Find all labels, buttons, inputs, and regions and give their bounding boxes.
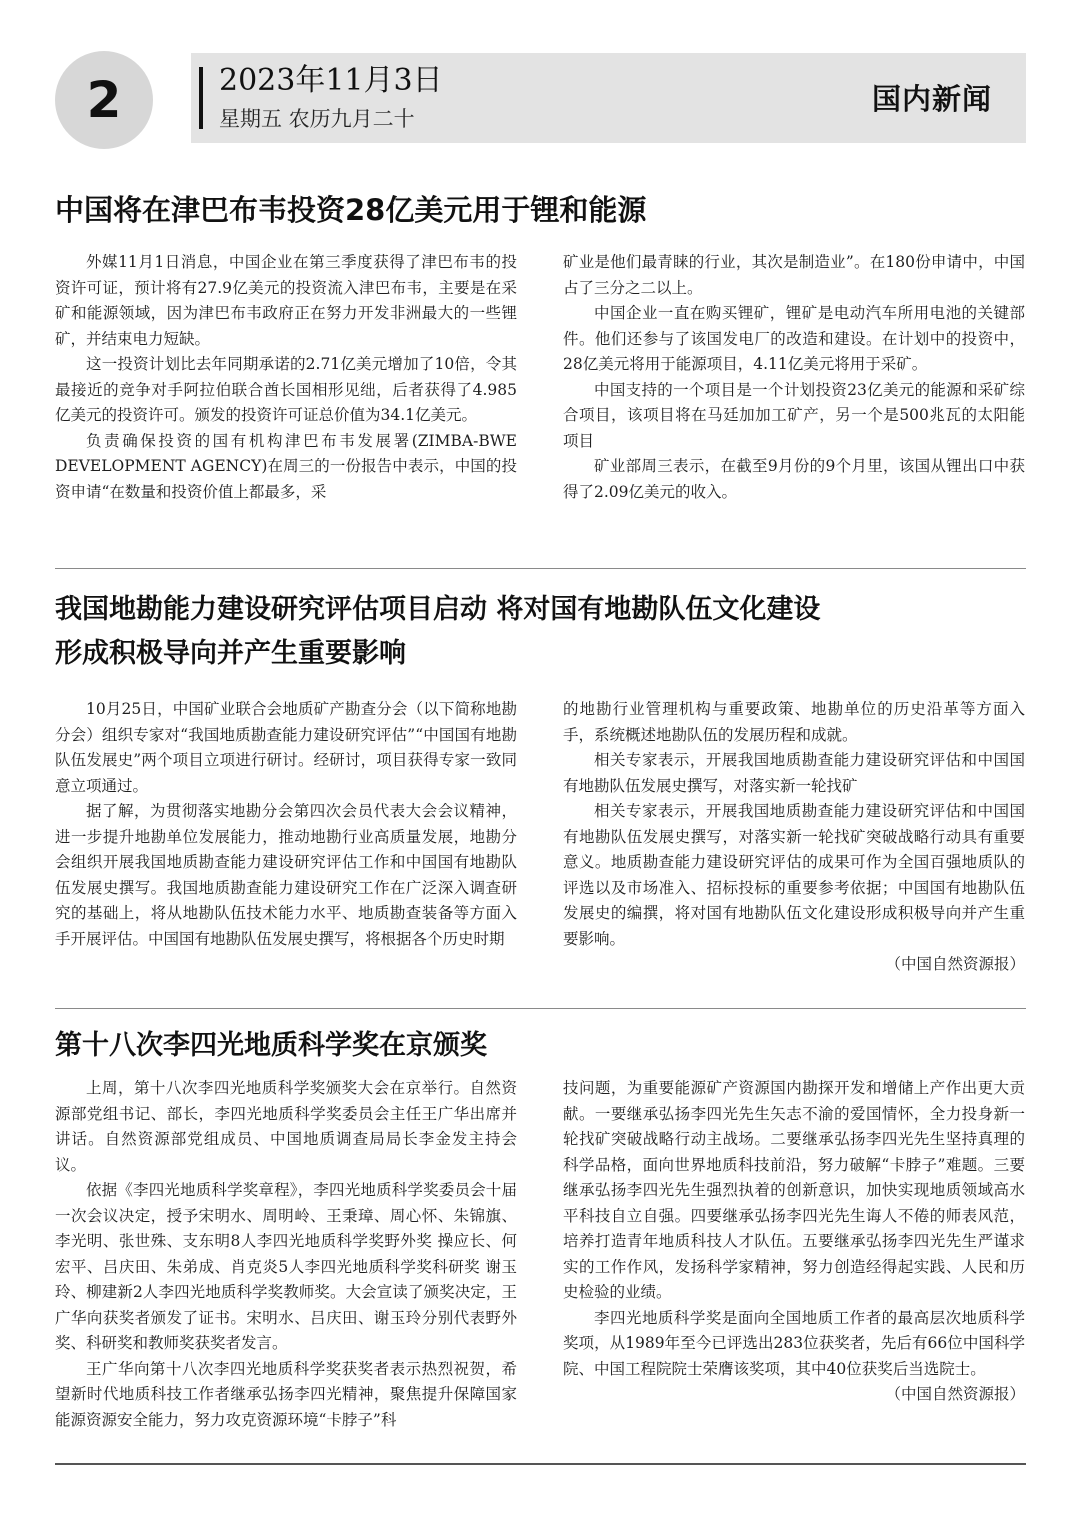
article-3-source: （中国自然资源报） bbox=[885, 1385, 1025, 1403]
article-divider bbox=[55, 1008, 1026, 1009]
article-2-paragraph: 据了解，为贯彻落实地勘分会第四次会员代表大会会议精神，进一步提升地勘单位发展能力，推动地勘行业高质量发展，地勘分会组织开展我国地质勘查能力建设研究评估工作和中国国有地勘队伍发展史撰写。我国地质勘查能力建设研究工作在广泛深入调查研究的基础上，将从地勘队伍技术能力水平、地质勘查装备等方面入手开展评估。中国国有地勘队伍发展史撰写，将根据各个历史时期 bbox=[55, 802, 517, 948]
article-2-paragraph: 相关专家表示，开展我国地质勘查能力建设研究评估和中国国有地勘队伍发展史撰写，对落实新一轮找矿 bbox=[563, 751, 1025, 795]
article-divider bbox=[55, 568, 1026, 569]
article-3-left-column bbox=[55, 1076, 517, 1433]
article-3-paragraph: 王广华向第十八次李四光地质科学奖获奖者表示热烈祝贺，希望新时代地质科技工作者继承弘扬李四光精神，聚焦提升保障国家能源资源安全能力，努力攻克资源环境“卡脖子”科 bbox=[55, 1359, 517, 1429]
article-3-paragraph: 依据《李四光地质科学奖章程》，李四光地质科学奖委员会十届一次会议决定，授予宋明水、周明岭、王秉璋、周心怀、朱锦旗、李光明、张世殊、支东明8人李四光地质科学奖野外奖 操应长、何宏平、吕庆田、朱弟成、肖克炎5人李四光地质科学奖科研奖 谢玉玲、柳建新2人李四光地质科学奖教师奖。大会宣读了颁奖决定，王广华向获奖者颁发了证书。宋明水、吕庆田、谢玉玲分别代表野外奖、科研奖和教师奖获奖者发言。 bbox=[55, 1181, 517, 1352]
article-3-right-column bbox=[563, 1076, 1025, 1408]
article-3-paragraph: 上周，第十八次李四光地质科学奖颁奖大会在京举行。自然资源部党组书记、部长，李四光地质科学奖委员会主任王广华出席并讲话。自然资源部党组成员、中国地质调查局局长李金发主持会议。 bbox=[55, 1079, 517, 1174]
article-2-headline-line2: 形成积极导向并产生重要影响 bbox=[55, 638, 406, 669]
article-3-continuation: 技问题，为重要能源矿产资源国内勘探开发和增储上产作出更大贡献。一要继承弘扬李四光先生矢志不渝的爱国情怀，全力投身新一轮找矿突破战略行动主战场。二要继承弘扬李四光先生坚持真理的科学品格，面向世界地质科技前沿，努力破解“卡脖子”难题。三要继承弘扬李四光先生强烈执着的创新意识，加快实现地质领域高水平科技自立自强。四要继承弘扬李四光先生诲人不倦的师表风范，培养打造青年地质科技人才队伍。五要继承弘扬李四光先生严谨求实的工作作风，发扬科学家精神，努力创造经得起实践、人民和历史检验的业绩。 bbox=[563, 1079, 1025, 1301]
article-2-left-column bbox=[55, 697, 517, 952]
article-1-paragraph: 外媒11月1日消息，中国企业在第三季度获得了津巴布韦的投资许可证，预计将有27.9亿美元的投资流入津巴布韦，主要是在采矿和能源领域，因为津巴布韦政府正在努力开发非洲最大的一些锂矿，并结束电力短缺。 bbox=[55, 253, 517, 348]
article-2-headline-line1: 我国地勘能力建设研究评估项目启动 将对国有地勘队伍文化建设 bbox=[55, 594, 821, 625]
masthead bbox=[191, 53, 1026, 143]
article-2-paragraph: 相关专家表示，开展我国地质勘查能力建设研究评估和中国国有地勘队伍发展史撰写，对落实新一轮找矿突破战略行动具有重要意义。地质勘查能力建设研究评估的成果可作为全国百强地质队的评选以及市场准入、招标投标的重要参考依据；中国国有地勘队伍发展史的编撰，将对国有地勘队伍文化建设形成积极导向并产生重要影响。 bbox=[563, 802, 1025, 948]
article-2-source: （中国自然资源报） bbox=[885, 955, 1025, 973]
article-1-paragraph: 中国支持的一个项目是一个计划投资23亿美元的能源和采矿综合项目，该项目将在马廷加加工矿产，另一个是500兆瓦的太阳能项目 bbox=[563, 380, 1025, 450]
article-2-right-column bbox=[563, 697, 1025, 978]
article-1-continuation: 矿业是他们最青睐的行业，其次是制造业”。在180份申请中，中国占了三分之二以上。 bbox=[563, 253, 1025, 297]
article-2-paragraph: 10月25日，中国矿业联合会地质矿产勘查分会（以下简称地勘分会）组织专家对“我国地质勘查能力建设研究评估”“中国国有地勘队伍发展史”两个项目立项进行研讨。经研讨，项目获得专家一致同意立项通过。 bbox=[55, 700, 517, 795]
issue-weekday-lunar: 星期五 农历九月二十 bbox=[219, 107, 415, 131]
article-1-paragraph: 负责确保投资的国有机构津巴布韦发展署(ZIMBA-BWE DEVELOPMENT AGENCY)在周三的一份报告中表示，中国的投资申请“在数量和投资价值上都最多，采 bbox=[55, 431, 517, 501]
section-title: 国内新闻 bbox=[871, 82, 992, 116]
article-3-paragraph: 李四光地质科学奖是面向全国地质工作者的最高层次地质科学奖项，从1989年至今已评选出283位获奖者，先后有66位中国科学院、中国工程院院士荣膺该奖项，其中40位获奖后当选院士。 bbox=[563, 1308, 1025, 1378]
article-1-paragraph: 矿业部周三表示，在截至9月份的9个月里，该国从锂出口中获得了2.09亿美元的收入。 bbox=[563, 457, 1025, 501]
article-1-right-column bbox=[563, 250, 1025, 505]
article-2-headline bbox=[55, 588, 1030, 676]
page-bottom-rule bbox=[55, 1463, 1026, 1465]
article-3-headline: 第十八次李四光地质科学奖在京颁奖 bbox=[55, 1030, 487, 1061]
article-1-left-column bbox=[55, 250, 517, 505]
article-2-continuation: 的地勘行业管理机构与重要政策、地勘单位的历史沿革等方面入手，系统概述地勘队伍的发展历程和成就。 bbox=[563, 700, 1025, 744]
issue-date: 2023年11月3日 bbox=[219, 63, 443, 98]
article-1-paragraph: 中国企业一直在购买锂矿，锂矿是电动汽车所用电池的关键部件。他们还参与了该国发电厂的改造和建设。在计划中的投资中，28亿美元将用于能源项目，4.11亿美元将用于采矿。 bbox=[563, 304, 1025, 373]
page-number-badge: 2 bbox=[55, 51, 153, 149]
article-1-headline: 中国将在津巴布韦投资28亿美元用于锂和能源 bbox=[55, 193, 647, 227]
masthead-divider bbox=[199, 67, 203, 129]
article-1-paragraph: 这一投资计划比去年同期承诺的2.71亿美元增加了10倍，令其最接近的竞争对手阿拉伯联合酋长国相形见绌，后者获得了4.985亿美元的投资许可。颁发的投资许可证总价值为34.1亿美元。 bbox=[55, 355, 517, 424]
